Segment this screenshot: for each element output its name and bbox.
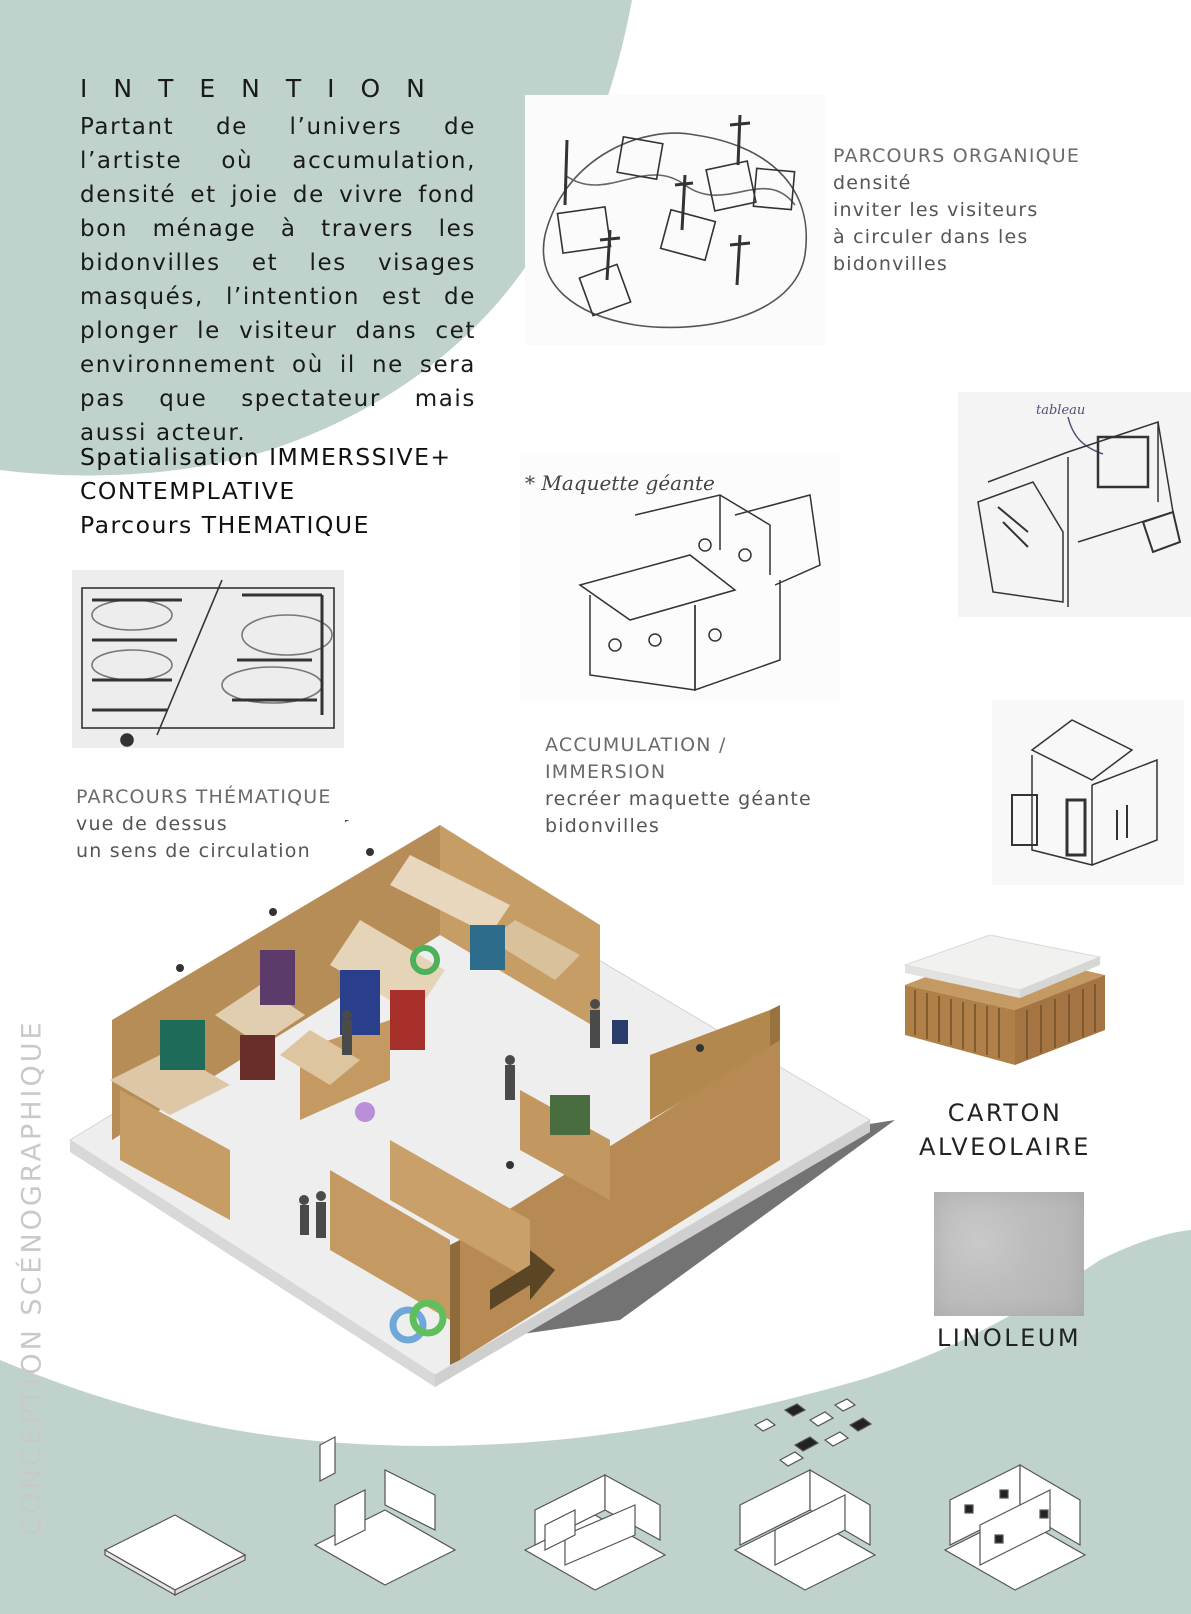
- organic-path-sketch: [525, 95, 825, 345]
- maquette-annotation: * Maquette géante: [525, 471, 715, 495]
- exhibition-model: [60, 820, 900, 1420]
- intention-body: Partant de l’univers de l’artiste où accumulation, densité et joie de vivre fond bon ménage à travers les bidonvilles et les visages masqués, l’intention est de plonger le visiteur dans cet environnement où il ne sera pas que spectateur mais aussi acteur.: [80, 114, 476, 446]
- step-3-partitions: [525, 1475, 665, 1590]
- step-4-huts: [735, 1399, 875, 1590]
- parcours-thematique-line-2: un sens de circulation: [76, 840, 311, 862]
- carton-alveolaire-sample: [895, 935, 1115, 1080]
- parcours-organique-line-1: densité: [833, 172, 912, 194]
- tableau-annotation: tableau: [1036, 403, 1086, 418]
- accumulation-heading-1: ACCUMULATION /: [545, 734, 727, 756]
- parcours-organique-note: [833, 143, 1133, 278]
- carton-alveolaire-label: [905, 1096, 1105, 1164]
- parcours-organique-heading: PARCOURS ORGANIQUE: [833, 145, 1081, 167]
- linoleum-label: LINOLEUM: [936, 1324, 1082, 1352]
- house-sketch: [992, 700, 1184, 885]
- spatialisation-line-3: Parcours THEMATIQUE: [80, 511, 370, 539]
- step-2-walls: [315, 1437, 455, 1585]
- intention-title: INTENTION: [80, 74, 451, 103]
- accumulation-heading-2: IMMERSION: [545, 761, 667, 783]
- linoleum-sample: [934, 1192, 1084, 1316]
- parcours-organique-line-3: à circuler dans les: [833, 226, 1029, 248]
- accumulation-line-1: recréer maquette géante: [545, 788, 812, 810]
- accumulation-line-2: bidonvilles: [545, 815, 660, 837]
- step-1-slab: [105, 1515, 245, 1595]
- side-title: CONCEPTION SCÉNOGRAPHIQUE: [16, 1019, 48, 1536]
- parcours-thematique-heading: PARCOURS THÉMATIQUE: [76, 786, 332, 808]
- parcours-organique-line-4: bidonvilles: [833, 253, 948, 275]
- plan-view-sketch: [72, 570, 344, 748]
- construction-steps: [95, 1395, 1095, 1605]
- parcours-organique-line-2: inviter les visiteurs: [833, 199, 1039, 221]
- maquette-sketch: [520, 455, 840, 700]
- tableau-sketch: [958, 392, 1191, 617]
- spatialisation-block: [80, 440, 500, 542]
- carton-label-line-2: ALVEOLAIRE: [919, 1133, 1091, 1161]
- spatialisation-line-2: CONTEMPLATIVE: [80, 477, 296, 505]
- parcours-thematique-line-1: vue de dessus: [76, 813, 228, 835]
- carton-label-line-1: CARTON: [947, 1099, 1063, 1127]
- step-5-complete: [945, 1465, 1085, 1590]
- spatialisation-line-1: Spatialisation IMMERSSIVE+: [80, 443, 452, 471]
